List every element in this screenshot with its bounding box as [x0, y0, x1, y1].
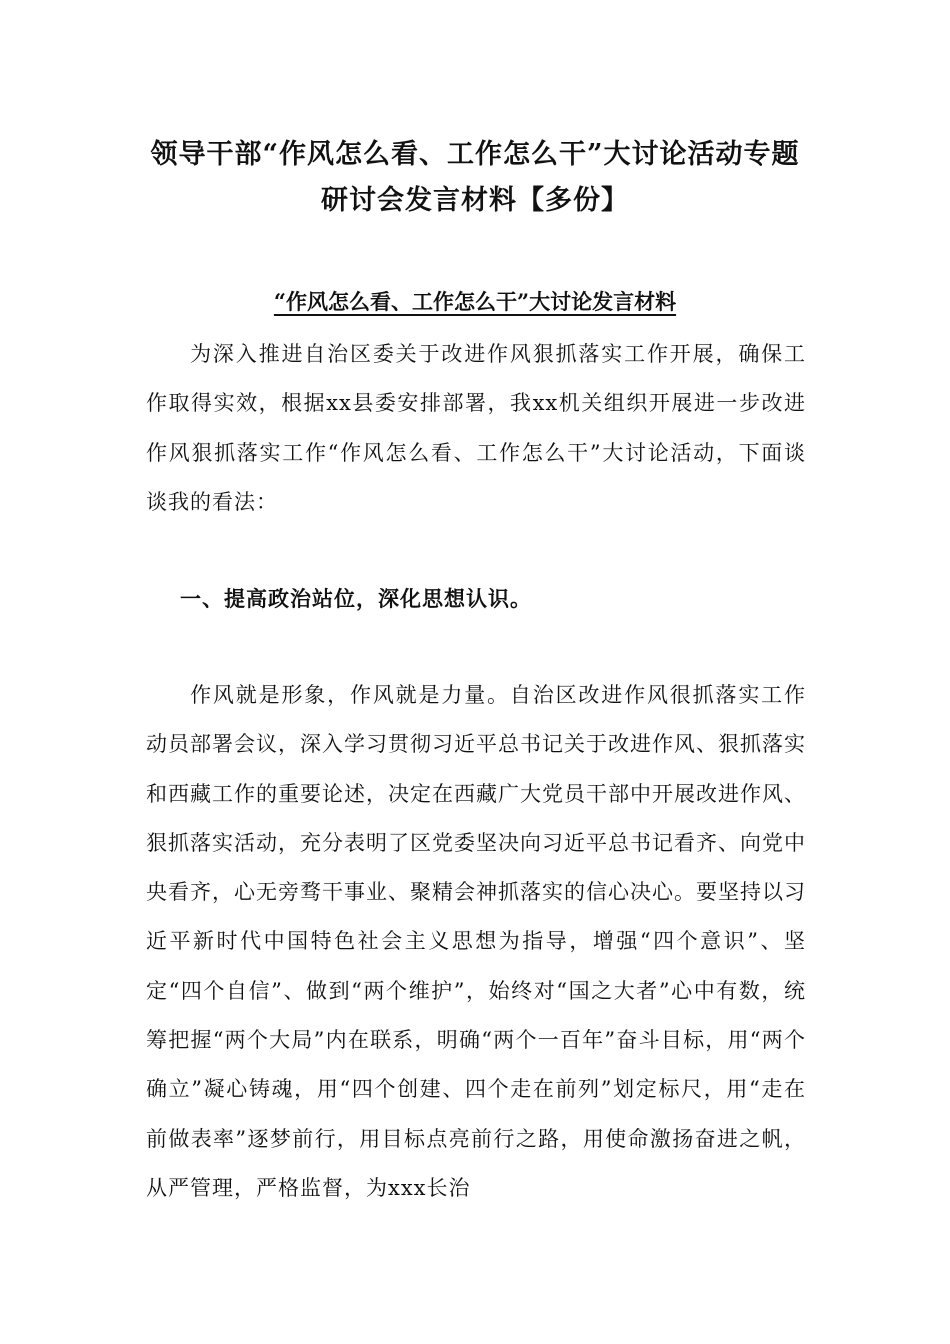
section-paragraph: 作风就是形象，作风就是力量。自治区改进作风很抓落实工作动员部署会议，深入学习贯彻习近平总书记关于改进作风、狠抓落实和西藏工作的重要论述，决定在西藏广大党员干部中开展改进作风、狠抓落实活动，充分表明了区党委坚决向习近平总书记看齐、向党中央看齐，心无旁骛干事业、聚精会神抓落实的信心决心。要坚持以习近平新时代中国特色社会主义思想为指导，增强“四个意识”、坚定“四个自信”、做到“两个维护”，始终对“国之大者”心中有数，统筹把握“两个大局”内在联系，明确“两个一百年”奋斗目标，用“两个确立”凝心铸魂，用“四个创建、四个走在前列”划定标尺，用“走在前做表率”逐梦前行，用目标点亮前行之路，用使命激扬奋进之帆，从严管理，严格监督，为xxx长治 [146, 683, 806, 1200]
document-subtitle [140, 286, 810, 316]
intro-paragraph: 为深入推进自治区委关于改进作风狠抓落实工作开展，确保工作取得实效，根据xx县委安排部署，我xx机关组织开展进一步改进作风狠抓落实工作“作风怎么看、工作怎么干”大讨论活动，下面谈谈我的看法： [146, 342, 806, 514]
section-heading: 一、提高政治站位，深化思想认识。 [180, 586, 532, 611]
document-title: 领导干部“作风怎么看、工作怎么干”大讨论活动专题研讨会发言材料【多份】 [150, 139, 800, 216]
subtitle-text: “作风怎么看、工作怎么干”大讨论发言材料 [273, 289, 677, 314]
